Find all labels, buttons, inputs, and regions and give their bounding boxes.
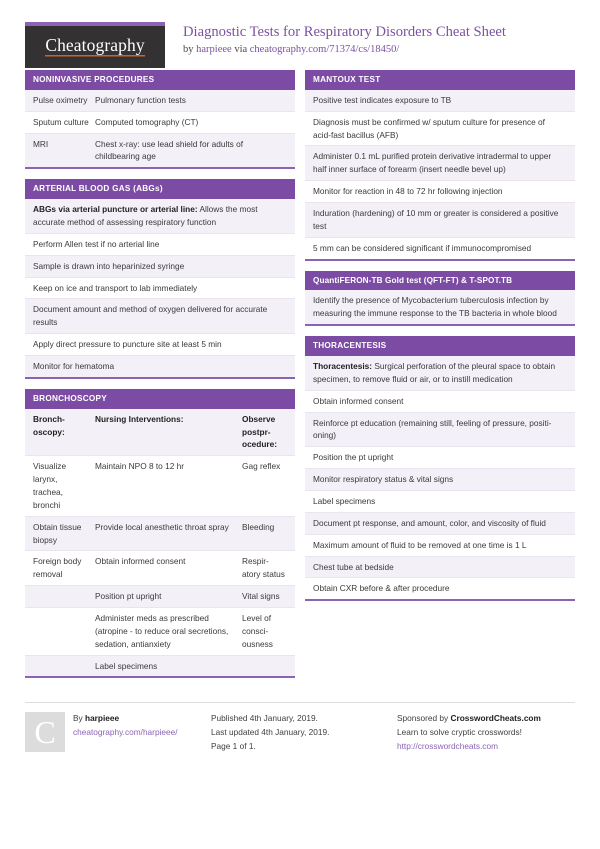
byline-source-link[interactable]: cheatography.com/71374/cs/18450/ (249, 44, 400, 56)
card-title: QuantiFERON-TB Gold test (QFT-FT) & T-SPOT.TB (305, 271, 575, 291)
table-row (25, 356, 295, 377)
card-title: NONINVASIVE PROCEDURES (25, 70, 295, 90)
footer-sponsor-link[interactable]: http://crosswordcheats.com (397, 740, 498, 751)
table-row (305, 557, 575, 579)
row-strong-label: Thoracentesis: (313, 360, 373, 371)
row-cell-c1 (33, 590, 95, 603)
footer-published: Published 4th January, 2019. (211, 713, 318, 724)
row-text: Apply direct pressure to puncture site at least 5 min (33, 339, 222, 350)
table-row (305, 469, 575, 491)
row-text: Position the pt upright (313, 452, 394, 463)
card-quantiferon-tb-gold-test-qft-ft-t-spot-tb (305, 271, 575, 327)
cheatography-logo[interactable] (25, 22, 165, 68)
row-cell-c3: Gag reflex (242, 461, 281, 472)
row-cell-c1: MRI (33, 138, 49, 149)
row-cell-c1: Obtain tissue biopsy (33, 521, 82, 545)
table-row (305, 356, 575, 391)
row-cell-c2: Position pt upright (95, 591, 162, 602)
card-title: BRONCHOSCOPY (25, 389, 295, 409)
row-cell-c2: Administer meds as prescribed (atropine - to reduce oral secretions, sedation, antianxiety (95, 613, 229, 649)
row-text: Diagnosis must be confirmed w/ sputum culture for presence of acid-fast bacillus (AFB) (313, 116, 545, 140)
card-thoracentesis (305, 336, 575, 601)
table-row (25, 278, 295, 300)
table-row (305, 391, 575, 413)
table-row (25, 586, 295, 608)
row-text: Positive test indicates exposure to TB (313, 94, 452, 105)
table-row (305, 447, 575, 469)
row-cell-c3: Level of consci-ousness (242, 613, 273, 649)
table-row (305, 578, 575, 599)
footer-author-text (73, 712, 178, 753)
row-cell-c3: Observe postpr-ocedure: (242, 413, 278, 450)
row-text: Monitor for hematoma (33, 361, 115, 371)
page-footer (0, 690, 600, 753)
right-column (305, 70, 575, 611)
row-text: Chest tube at bedside (313, 561, 394, 572)
row-text: Keep on ice and transport to lab immediately (33, 282, 198, 293)
table-row (25, 199, 295, 234)
byline (183, 43, 506, 57)
row-text: Document amount and method of oxygen delivered for accurate results (33, 304, 268, 328)
table-row (305, 513, 575, 535)
row-cell-c2: Nursing Interventions: (95, 413, 184, 424)
footer-last-updated: Last updated 4th January, 2019. (211, 727, 330, 738)
row-cell-c1 (33, 612, 95, 651)
table-row (25, 551, 295, 586)
table-row (25, 517, 295, 552)
row-text: Obtain informed consent (313, 395, 404, 406)
title-block (165, 22, 506, 57)
row-cell-c1: Foreign body removal (33, 556, 82, 580)
card-noninvasive-procedures (25, 70, 295, 169)
row-cell-c3: Respir-atory status (242, 556, 285, 580)
row-cell-c1: Sputum culture (33, 116, 89, 127)
row-text: Administer 0.1 mL purified protein derivative intradermal to upper half inner surface of forearm (insert needle bevel up) (313, 151, 552, 175)
card-bronchoscopy (25, 389, 295, 679)
row-cell-c2: Provide local anesthetic throat spray (95, 521, 229, 532)
row-cell-c2: Label specimens (95, 660, 158, 671)
row-cell-c2: Computed tomography (CT) (95, 116, 199, 127)
row-text: Identify the presence of Mycobacterium tuberculosis infection by measuring the immune response to the TB bacteria in whole blood (313, 295, 557, 319)
table-row (305, 290, 575, 324)
table-row (305, 491, 575, 513)
table-row (25, 334, 295, 356)
table-row (305, 146, 575, 181)
cheatography-logo-text: Cheatography (45, 35, 145, 56)
table-row (25, 90, 295, 112)
row-text: Monitor respiratory status & vital signs (313, 474, 454, 485)
table-row (25, 409, 295, 457)
table-row (305, 535, 575, 557)
footer-sponsor-tagline: Learn to solve cryptic crosswords! (397, 727, 522, 738)
footer-dates-block (211, 702, 397, 753)
row-text: Reinforce pt education (remaining still, feeling of pressure, positi-oning) (313, 417, 552, 441)
row-strong-label: ABGs via arterial puncture or arterial line: (33, 204, 198, 215)
table-row (25, 234, 295, 256)
byline-prefix: by (183, 44, 197, 56)
row-cell-c2: Chest x-ray: use lead shield for adults of childbearing age (95, 138, 244, 162)
row-cell-c2: Pulmonary function tests (95, 94, 186, 105)
row-text: Sample is drawn into heparinized syringe (33, 260, 185, 271)
card-title: THORACENTESIS (305, 336, 575, 356)
table-row (25, 608, 295, 656)
table-row (25, 656, 295, 677)
table-row (305, 238, 575, 259)
row-cell-c2: Maintain NPO 8 to 12 hr (95, 461, 185, 472)
row-text: Induration (hardening) of 10 mm or greater is considered a positive test (313, 208, 559, 231)
content-columns (0, 70, 600, 688)
footer-sponsor-name: CrosswordCheats.com (450, 713, 541, 724)
footer-page-number: Page 1 of 1. (211, 740, 256, 751)
row-cell-c2: Obtain informed consent (95, 556, 186, 567)
footer-author-link[interactable]: cheatography.com/harpieee/ (73, 727, 178, 738)
table-row (25, 134, 295, 168)
card-title: MANTOUX TEST (305, 70, 575, 90)
footer-sponsor-prefix: Sponsored by (397, 713, 451, 724)
row-cell-c1 (33, 660, 95, 673)
row-text: Perform Allen test if no arterial line (33, 238, 160, 249)
byline-author-link[interactable]: harpieee (196, 44, 232, 56)
row-cell-c3 (242, 660, 287, 673)
row-text: ABGs via arterial puncture or arterial line: Allows the most accurate method of assessing respiratory function (33, 204, 258, 227)
page-title: Diagnostic Tests for Respiratory Disorders Cheat Sheet (183, 24, 506, 40)
footer-sponsor-block (397, 702, 575, 753)
table-row (305, 90, 575, 112)
card-title: ARTERIAL BLOOD GAS (ABGs) (25, 179, 295, 199)
table-row (25, 112, 295, 134)
row-text: Monitor for reaction in 48 to 72 hr following injection (313, 186, 503, 197)
table-row (25, 456, 295, 516)
footer-sponsor-line (397, 712, 575, 726)
table-row (305, 203, 575, 238)
footer-author-name: harpieee (85, 713, 120, 724)
left-column (25, 70, 295, 688)
row-text: Obtain CXR before & after procedure (313, 583, 450, 594)
byline-via: via (231, 44, 250, 56)
row-cell-c1: Pulse oximetry (33, 94, 88, 105)
row-text: Maximum amount of fluid to be removed at one time is 1 L (313, 539, 527, 550)
table-row (25, 299, 295, 334)
row-cell-c3: Bleeding (242, 521, 275, 532)
card-mantoux-test (305, 70, 575, 261)
footer-author-block (25, 702, 211, 753)
row-text: Label specimens (313, 496, 376, 506)
avatar: C (25, 712, 65, 752)
footer-by-line (73, 712, 178, 726)
row-text: Thoracentesis: Surgical perforation of the pleural space to obtain specimen, to remove fluid or air, or to instill medication (313, 360, 556, 384)
table-row (305, 413, 575, 448)
footer-by-prefix: By (73, 713, 85, 724)
row-cell-c3: Vital signs (242, 591, 280, 602)
row-cell-c1: Bronch-oscopy: (33, 413, 65, 437)
page-header (0, 0, 600, 70)
row-text: 5 mm can be considered significant if immunocompromised (313, 242, 532, 253)
row-text: Document pt response, and amount, color, and viscosity of fluid (313, 517, 546, 528)
table-row (305, 181, 575, 203)
row-cell-c1: Visualize larynx, trachea, bronchi (33, 461, 67, 510)
table-row (305, 112, 575, 147)
table-row (25, 256, 295, 278)
card-arterial-blood-gas-abgs (25, 179, 295, 379)
